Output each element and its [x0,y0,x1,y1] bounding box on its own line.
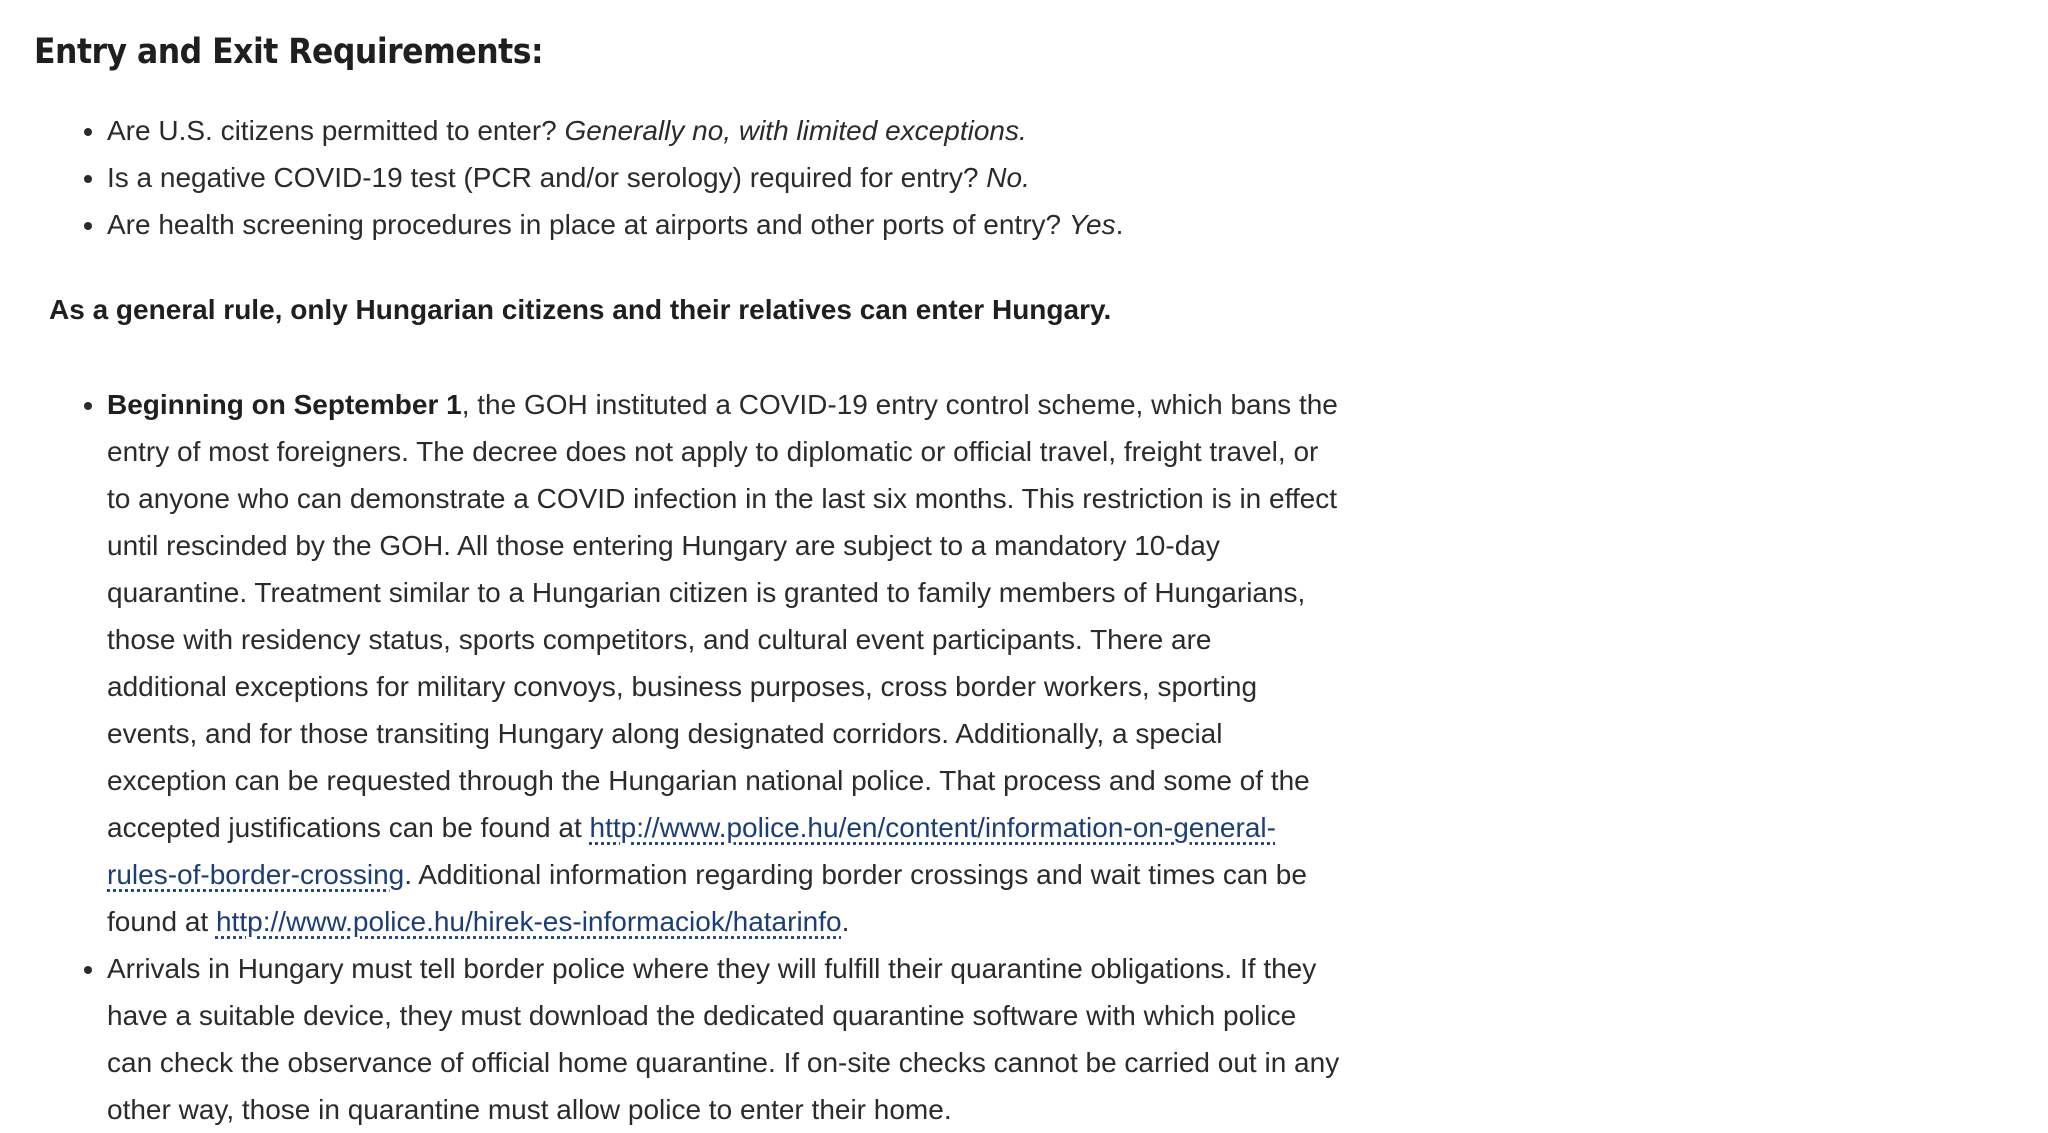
qa-item-health-screening [107,201,1123,248]
paragraph-line: to anyone who can demonstrate a COVID infection in the last six months. This restriction is in effect [107,483,1338,514]
paragraph-line: additional exceptions for military convoys, business purposes, cross border workers, sporting [107,671,1258,702]
qa-answer: Yes [1068,209,1116,240]
qa-answer-tail: . [1115,209,1124,240]
paragraph-line: quarantine. Treatment similar to a Hungarian citizen is granted to family members of Hungarians, [107,577,1306,608]
paragraph-line: have a suitable device, they must download the dedicated quarantine software with which police [107,1000,1297,1031]
paragraph-line [107,851,1427,898]
paragraph-line: exception can be requested through the Hungarian national police. That process and some of the [107,765,1310,796]
paragraph-line: other way, those in quarantine must allow police to enter their home. [107,1094,952,1125]
paragraph-line: until rescinded by the GOH. All those entering Hungary are subject to a mandatory 10-day [107,530,1220,561]
paragraph-line: • Arrivals in Hungary must tell border police where they will fulfill their quarantine obligations. If they [107,953,1317,984]
paragraph-line: can check the observance of official home quarantine. If on-site checks cannot be carried out in any [107,1047,1340,1078]
general-rule: As a general rule, only Hungarian citizens and their relatives can enter Hungary. [49,294,1112,325]
line-text: . Additional information regarding border crossings and wait times can be [404,859,1307,890]
bold-lead: Beginning on September 1 [107,389,462,420]
police-border-rules-link[interactable]: http://www.police.hu/en/content/information-on-general- [589,812,1276,843]
qa-answer: Generally no, with limited exceptions. [564,115,1027,146]
detail-item-entry-scheme [107,381,1427,945]
police-border-rules-link-continued[interactable]: rules-of-border-crossing [107,859,405,890]
section-heading: Entry and Exit Requirements: [34,32,544,72]
paragraph-line: events, and for those transiting Hungary along designated corridors. Additionally, a special [107,718,1223,749]
qa-question: Is a negative COVID-19 test (PCR and/or serology) required for entry? [107,162,987,193]
paragraph-line: entry of most foreigners. The decree does not apply to diplomatic or official travel, freight travel, or [107,436,1319,467]
qa-question: Are U.S. citizens permitted to enter? [107,115,565,146]
line-text: , the GOH instituted a COVID-19 entry control scheme, which bans the [461,389,1338,420]
police-hatarinfo-link[interactable]: http://www.police.hu/hirek-es-informaciok/hatarinfo [215,906,842,937]
paragraph-line [107,381,1427,428]
line-text: found at [107,906,216,937]
line-text: . [841,906,850,937]
line-text: accepted justifications can be found at [107,812,590,843]
paragraph-line [107,804,1427,851]
qa-answer: No. [986,162,1030,193]
qa-list [78,107,1123,248]
paragraph-line [107,898,1427,945]
qa-item-covid-test [107,154,1123,201]
paragraph-line: those with residency status, sports competitors, and cultural event participants. There are [107,624,1212,655]
detail-list [78,381,1427,1133]
qa-item-us-citizens [107,107,1123,154]
detail-item-quarantine [107,945,1427,1133]
qa-question: Are health screening procedures in place at airports and other ports of entry? [107,209,1069,240]
